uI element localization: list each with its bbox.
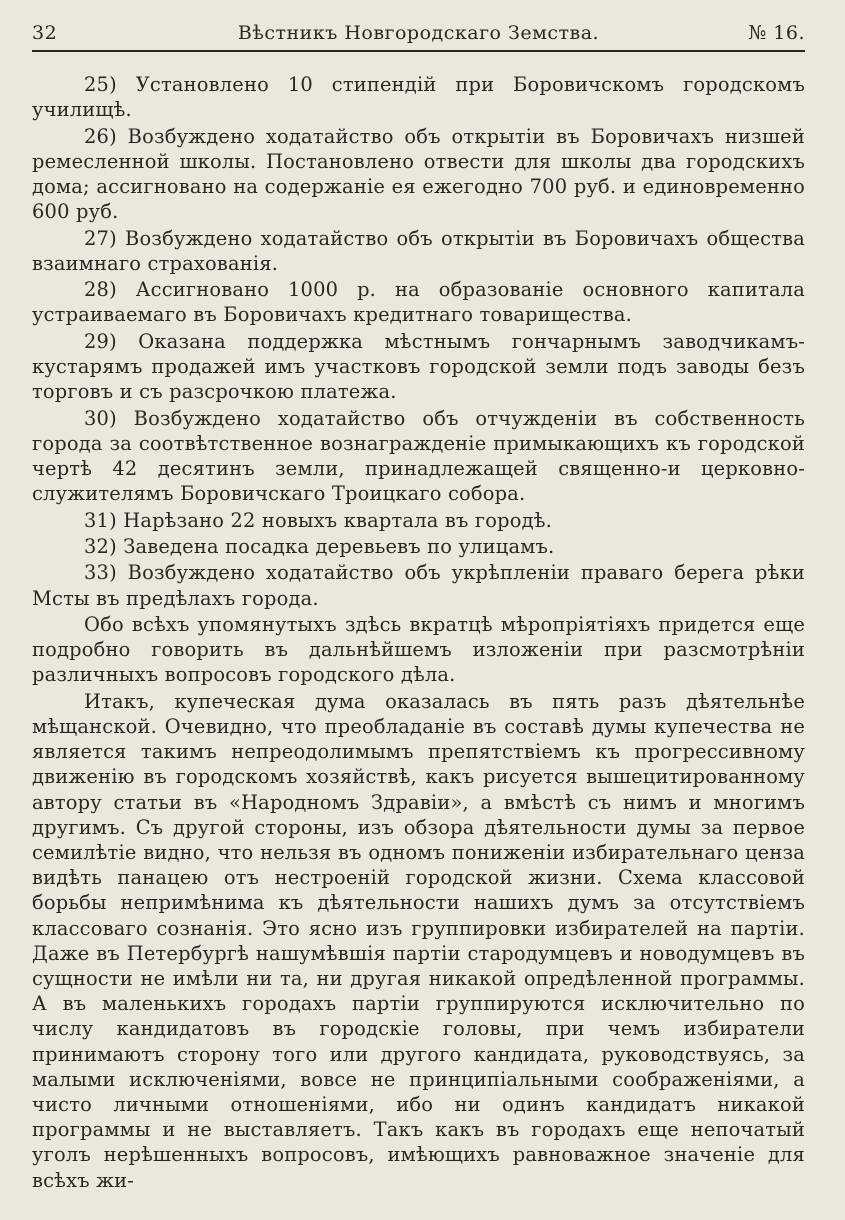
list-item: 25) Установлено 10 стипендій при Боровичскомъ городскомъ училищѣ. [32,73,805,122]
list-item: 29) Оказана поддержка мѣстнымъ гончарнымъ заводчикамъ-кустарямъ продажей имъ участковъ городской земли подъ заводы безъ торговъ и съ разсрочкою платежа. [32,329,805,404]
list-item: 30) Возбуждено ходатайство объ отчужденіи въ собственность города за соотвѣтственное вознагражденіе примыкающихъ къ городской чертѣ 42 десятинъ земли, принадлежащей священно-и церковно-служителямъ Боровичскаго Троицкаго собора. [32,406,805,506]
list-item: 32) Заведена посадка деревьевъ по улицамъ. [84,534,555,558]
list-item: 31) Нарѣзано 22 новыхъ квартала въ городѣ. [84,508,552,532]
header-rule [32,50,805,52]
paragraph: Обо всѣхъ упомянутыхъ здѣсь вкратцѣ мѣропріятіяхъ придется еще подробно говорить въ дальнѣйшемъ изложеніи при разсмотрѣніи различныхъ вопросовъ городского дѣла. [32,612,805,687]
issue-number: № 16. [748,22,805,44]
page-number: 32 [32,22,58,44]
paragraph: Итакъ, купеческая дума оказалась въ пять разъ дѣятельнѣе мѣщанской. Очевидно, что преобладаніе въ составѣ думы купечества не является такимъ непреодолимымъ препятствіемъ къ прогрессивному движенію въ городскомъ хозяйствѣ, какъ рисуется вышецитированному автору статьи въ «Народномъ Здравіи», а вмѣстѣ съ нимъ и многимъ другимъ. Съ другой стороны, изъ обзора дѣятельности думы за первое семилѣтіе видно, что нельзя въ одномъ пониженіи избирательнаго ценза видѣть панацею отъ нестроеній городской жизни. Схема классовой борьбы непримѣнима къ дѣятельности нашихъ думъ за отсутствіемъ классоваго сознанія. Это ясно изъ группировки избирателей на партіи. Даже въ Петербургѣ нашумѣвшія партіи стародумцевъ и новодумцевъ въ сущности не имѣли ни та, ни другая никакой опредѣленной программы. А въ маленькихъ городахъ партіи группируются исключительно по числу кандидатовъ въ городскіе головы, при чемъ избиратели принимаютъ сторону того или другого кандидата, руководствуясь, за малыми исключеніями, вовсе не принципіальными соображеніями, а чисто личными отношеніями, ибо ни одинъ кандидатъ никакой программы и не выставляетъ. Такъ какъ въ городахъ еще непочатый уголъ нерѣшенныхъ вопросовъ, имѣющихъ равноважное значеніе для всѣхъ жи- [32,689,805,1192]
body-text [32,72,805,1194]
list-item: 27) Возбуждено ходатайство объ открытіи въ Боровичахъ общества взаимнаго страхованія. [32,226,805,275]
list-item: 33) Возбуждено ходатайство объ укрѣпленіи праваго берега рѣки Мсты въ предѣлахъ города. [32,561,805,610]
journal-title: Вѣстникъ Новгородскаго Земства. [237,22,600,44]
list-item: 28) Ассигновано 1000 р. на образованіе основного капитала устраиваемаго въ Боровичахъ кредитнаго товарищества. [32,278,805,327]
list-item: 26) Возбуждено ходатайство объ открытіи въ Боровичахъ низшей ремесленной школы. Постановлено отвести для школы два городскихъ дома; ассигновано на содержаніе ея ежегодно 700 руб. и единовременно 600 руб. [32,124,805,224]
page-header [32,22,805,48]
